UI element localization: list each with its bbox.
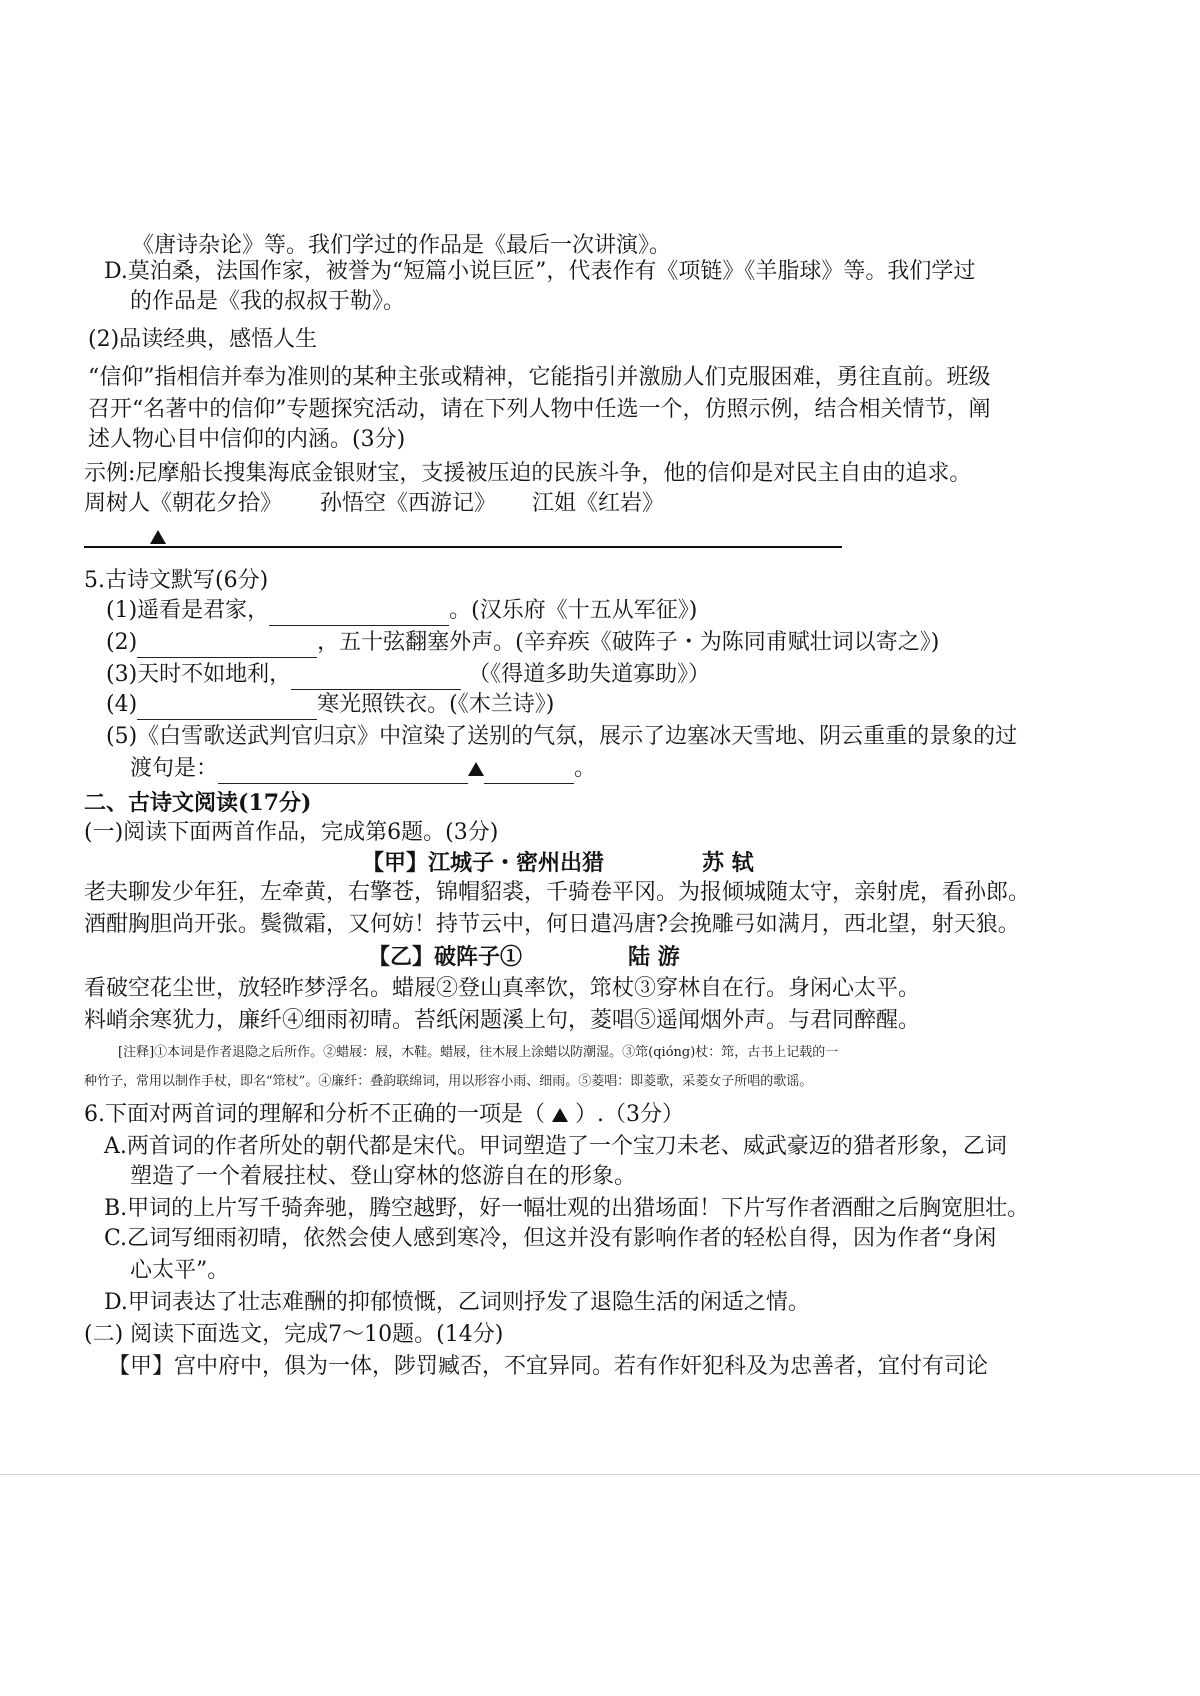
text-line: 述人物心目中信仰的内涵。(3分)	[88, 427, 406, 452]
answer-line	[84, 546, 842, 548]
item-source: （《得道多助失道寡助》）	[468, 662, 711, 687]
example-line: 示例:尼摩船长搜集海底金银财宝，支援被压迫的民族斗争，他的信仰是对民主自由的追求。	[84, 461, 972, 486]
option-c-cont: 心太平”。	[130, 1258, 230, 1283]
text-line: “信仰”指相信并奉为准则的某种主张或精神，它能指引并激励人们克服困难，勇往直前。班级	[88, 365, 991, 390]
option-a-cont: 塑造了一个着屐拄杖、登山穿林的悠游自在的形象。	[130, 1164, 637, 1189]
subquestion-title: (2)品读经典，感悟人生	[88, 327, 318, 352]
poem-a-line: 老夫聊发少年狂，左牵黄，右擎苍，锦帽貂裘，千骑卷平冈。为报倾城随太守，亲射虎，看孙郎。	[84, 880, 1031, 905]
answer-triangle-icon	[150, 530, 166, 544]
item-text: (3)天时不如地利，	[106, 662, 292, 687]
recitation-item-2	[106, 628, 939, 658]
fill-blank[interactable]	[291, 667, 461, 690]
item-text: 寒光照铁衣。(《木兰诗》)	[317, 692, 555, 717]
option-d: D.甲词表达了壮志难酬的抑郁愤慨，乙词则抒发了退隐生活的闲适之情。	[104, 1290, 810, 1315]
fill-blank[interactable]	[218, 761, 468, 784]
character-option: 周树人《朝花夕拾》	[84, 491, 283, 516]
page-divider	[0, 1474, 1200, 1475]
question-score: ）.（3分）	[575, 1102, 684, 1127]
annotation-line: 种竹子，常用以制作手杖，即名“筇杖”。④廉纤：叠韵联绵词，用以形容小雨、细雨。⑤菱唱：即菱歌，采菱女子所唱的歌谣。	[84, 1074, 813, 1089]
character-option: 江姐《红岩》	[532, 491, 665, 516]
item-text: 。	[574, 756, 597, 781]
answer-triangle-icon	[468, 762, 484, 776]
text-line: 的作品是《我的叔叔于勒》。	[130, 289, 406, 314]
fill-blank[interactable]	[137, 697, 317, 720]
character-option: 孙悟空《西游记》	[320, 491, 497, 516]
passage-line: 【甲】宫中府中，俱为一体，陟罚臧否，不宜异同。若有作奸犯科及为忠善者，宜付有司论	[108, 1354, 989, 1379]
poem-b-line: 料峭余寒犹力，廉纤④细雨初晴。苔纸闲题溪上句，菱唱⑤遥闻烟外声。与君同醉醒。	[84, 1008, 921, 1033]
item-text: ，五十弦翻塞外声。(辛弃疾《破阵子・为陈同甫赋壮词以寄之》)	[317, 630, 940, 655]
poem-b-author: 陆 游	[628, 944, 680, 970]
section-2-title: 二、古诗文阅读(17分)	[84, 790, 312, 816]
item-number: (4)	[106, 692, 138, 717]
poem-a-title: 【甲】江城子・密州出猎	[362, 850, 605, 876]
reading-2-title: (二) 阅读下面选文，完成7～10题。(14分)	[84, 1322, 504, 1347]
option-d-line: D.莫泊桑，法国作家，被誉为“短篇小说巨匠”，代表作有《项链》《羊脂球》等。我们学过	[104, 259, 976, 284]
option-c: C.乙词写细雨初晴，依然会使人感到寒冷，但这并没有影响作者的轻松自得，因为作者“身闲	[104, 1226, 997, 1251]
recitation-item-4	[106, 690, 554, 720]
annotation-line: [注释]①本词是作者退隐之后所作。②蜡屐：屐，木鞋。蜡屐，往木屐上涂蜡以防潮湿。③筇(qióng)杖：筇，古书上记载的一	[118, 1045, 839, 1060]
poem-a-author: 苏 轼	[702, 850, 754, 876]
recitation-item-5: (5)《白雪歌送武判官归京》中渲染了送别的气氛，展示了边塞冰天雪地、阴云重重的景象的过	[106, 724, 1018, 749]
question-5-title: 5.古诗文默写(6分)	[84, 568, 269, 593]
fill-blank[interactable]	[137, 635, 317, 658]
poem-a-line: 酒酣胸胆尚开张。鬓微霜，又何妨！持节云中，何日遣冯唐?会挽雕弓如满月，西北望，射天狼。	[84, 912, 1020, 937]
fill-blank[interactable]	[269, 603, 449, 626]
question-text: 6.下面对两首词的理解和分析不正确的一项是（	[84, 1102, 545, 1127]
text-line: 《唐诗杂论》等。我们学过的作品是《最后一次讲演》。	[132, 233, 672, 258]
poem-b-title: 【乙】破阵子①	[368, 944, 523, 970]
option-b: B.甲词的上片写千骑奔驰，腾空越野，好一幅壮观的出猎场面！下片写作者酒酣之后胸宽胆壮。	[104, 1196, 1030, 1221]
item-source: 。(汉乐府《十五从军征》)	[449, 598, 698, 623]
option-a: A.两首词的作者所处的朝代都是宋代。甲词塑造了一个宝刀未老、威武豪迈的猎者形象，乙词	[104, 1134, 1007, 1159]
text-line: 召开“名著中的信仰”专题探究活动，请在下列人物中任选一个，仿照示例，结合相关情节，阐	[88, 397, 991, 422]
recitation-item-1	[106, 596, 697, 626]
answer-triangle-icon	[552, 1108, 568, 1122]
question-6-stem	[84, 1100, 684, 1130]
recitation-item-3	[106, 660, 710, 690]
fill-blank[interactable]	[484, 761, 574, 784]
item-text: (1)遥看是君家，	[106, 598, 270, 623]
recitation-item-5-cont	[130, 754, 596, 784]
poem-b-line: 看破空花尘世，放轻昨梦浮名。蜡屐②登山真率饮，筇杖③穿林自在行。身闲心太平。	[84, 976, 921, 1001]
item-number: (2)	[106, 630, 138, 655]
reading-1-title: (一)阅读下面两首作品，完成第6题。(3分)	[84, 820, 499, 845]
item-text: 渡句是：	[130, 756, 219, 781]
